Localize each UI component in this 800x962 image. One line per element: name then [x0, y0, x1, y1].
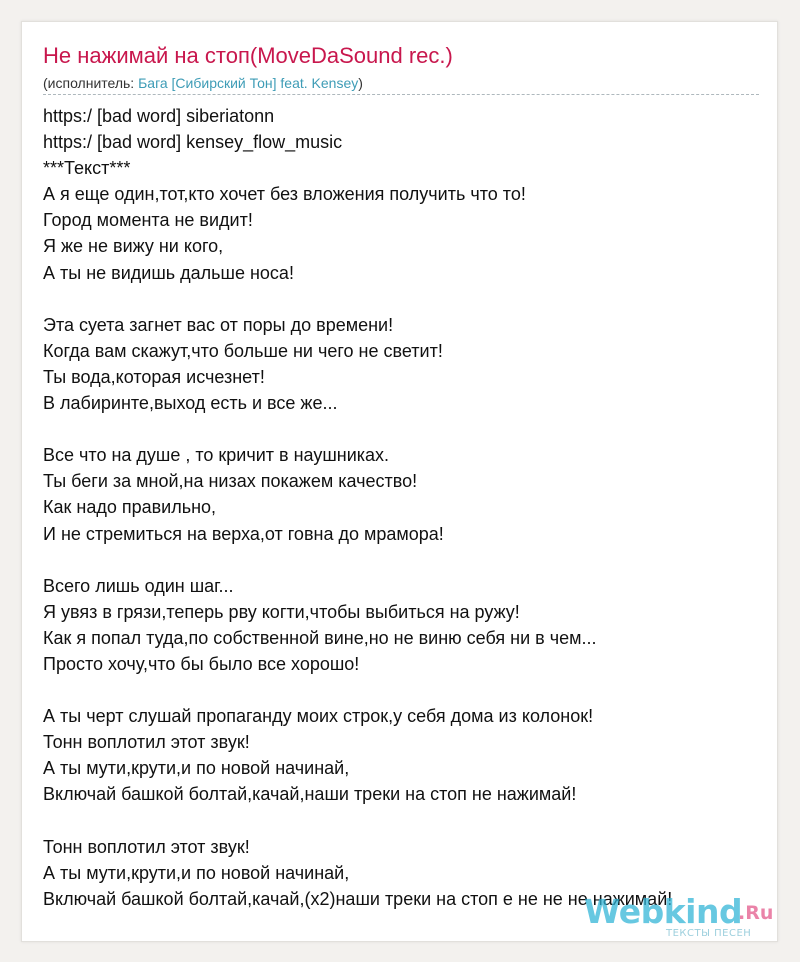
lyric-line: Как надо правильно,: [43, 497, 217, 518]
lyric-line: Ты беги за мной,на низах покажем качество!: [43, 471, 418, 492]
lyric-line: [43, 677, 773, 703]
lyric-line: Тонн воплотил этот звук!: [43, 732, 250, 753]
lyric-line: Город момента не видит!: [43, 210, 253, 231]
watermark-logo-tld: .Ru: [738, 902, 774, 924]
lyric-line: А ты мути,крути,и по новой начинай,: [43, 862, 350, 883]
lyric-line: [43, 808, 773, 834]
lyric-line: [43, 286, 773, 312]
lyric-line: А ты черт слушай пропаганду моих строк,у себя дома из колонок!: [43, 706, 594, 727]
lyric-line: А ты не видишь дальше носа!: [43, 262, 294, 283]
lyric-line: Когда вам скажут,что больше ни чего не светит!: [43, 340, 443, 361]
lyric-line: Всего лишь один шаг...: [43, 575, 234, 596]
lyric-line: А ты мути,крути,и по новой начинай,: [43, 758, 350, 779]
lyric-line: Я же не вижу ни кого,: [43, 236, 224, 257]
artist-line: [43, 74, 363, 92]
lyric-line: Как я попал туда,по собственной вине,но не виню себя ни в чем...: [43, 627, 597, 648]
watermark-logo-text: Webkind: [584, 892, 743, 931]
lyric-line: https:/ [bad word] kensey_flow_music: [43, 132, 343, 153]
lyrics-text: [43, 103, 773, 912]
lyric-line: ***Текст***: [43, 158, 131, 179]
lyric-line: Просто хочу,что бы было все хорошо!: [43, 653, 360, 674]
lyric-line: https:/ [bad word] siberiatonn: [43, 106, 275, 126]
artist-link[interactable]: Бага [Сибирский Тон] feat. Kensey: [138, 75, 359, 91]
lyric-line: Все что на душе , то кричит в наушниках.: [43, 445, 390, 466]
lyric-line: В лабиринте,выход есть и все же...: [43, 393, 338, 414]
dashed-divider: [43, 94, 759, 95]
artist-prefix: (исполнитель:: [43, 75, 139, 91]
lyric-line: Включай башкой болтай,качай,(x2)наши треки на стоп е не не не нажимай!: [43, 888, 673, 909]
lyric-line: А я еще один,тот,кто хочет без вложения получить что то!: [43, 184, 526, 205]
lyric-line: [43, 416, 773, 442]
watermark-tagline: ТЕКСТЫ ПЕСЕН: [666, 928, 752, 939]
lyric-line: [43, 547, 773, 573]
lyrics-card: [21, 21, 778, 942]
lyric-line: Эта суета загнет вас от поры до времени!: [43, 314, 394, 335]
lyric-line: Включай башкой болтай,качай,наши треки на стоп не нажимай!: [43, 784, 577, 805]
lyric-line: Я увяз в грязи,теперь рву когти,чтобы выбиться на ружу!: [43, 601, 520, 622]
lyric-line: Ты вода,которая исчезнет!: [43, 366, 265, 387]
lyric-line: И не стремиться на верха,от говна до мрамора!: [43, 523, 444, 544]
song-title: Не нажимай на стоп(MoveDaSound rec.): [43, 43, 453, 68]
artist-suffix: ): [358, 75, 363, 91]
lyric-line: Тонн воплотил этот звук!: [43, 836, 250, 857]
